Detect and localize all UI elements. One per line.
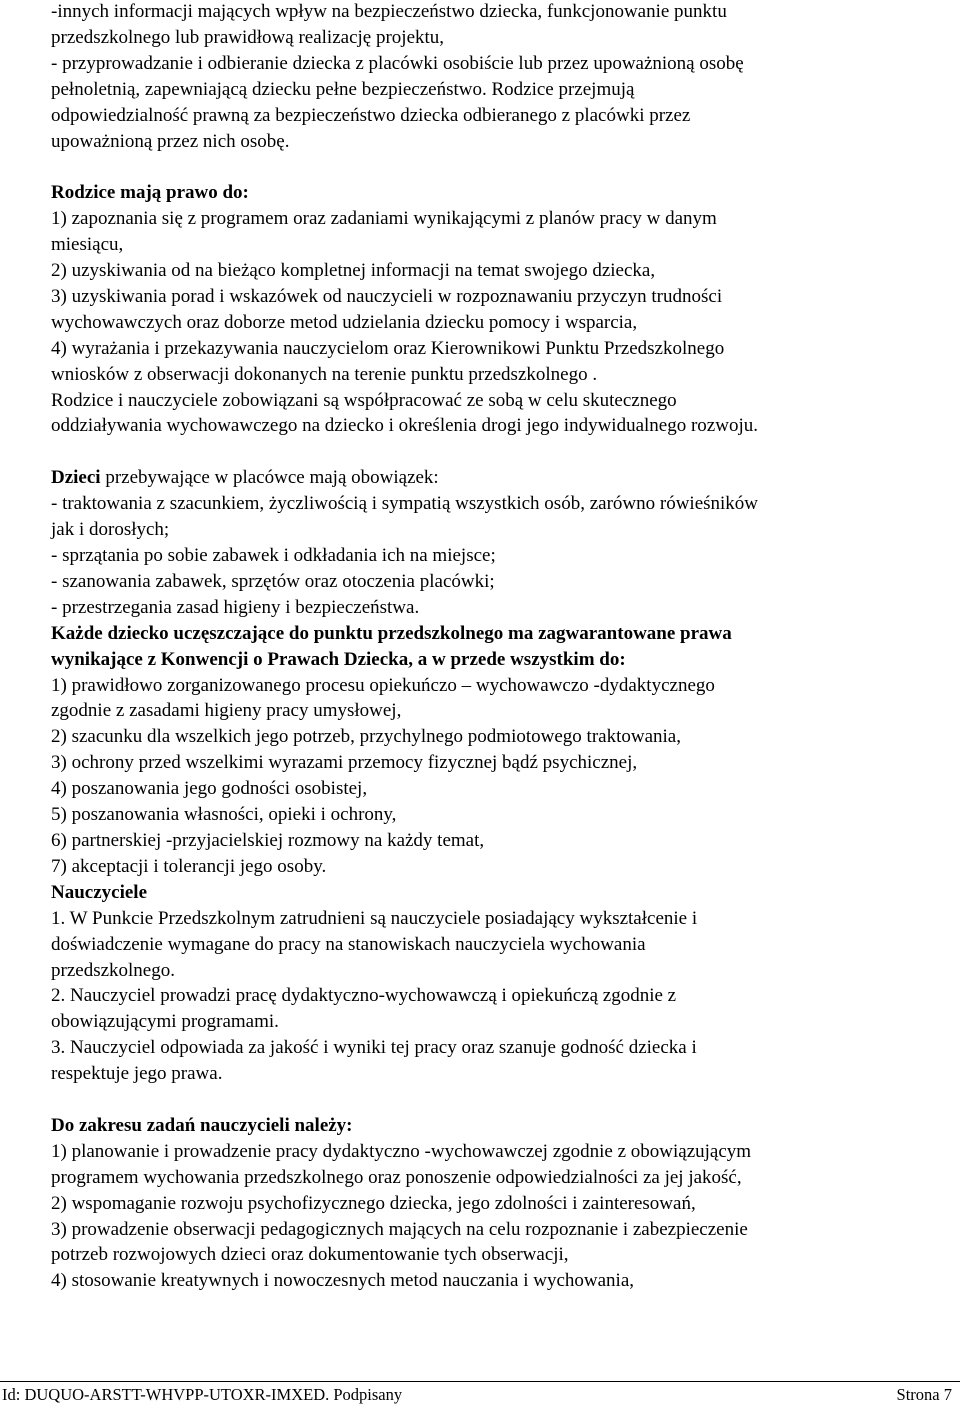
- text-line: programem wychowania przedszkolnego oraz ponoszenie odpowiedzialności za jej jakość,: [51, 1166, 742, 1188]
- text-line: - szanowania zabawek, sprzętów oraz otoczenia placówki;: [51, 570, 495, 592]
- text-line: 3) ochrony przed wszelkimi wyrazami przemocy fizycznej bądź psychicznej,: [51, 752, 638, 774]
- section-heading-children: Dzieci: [51, 467, 101, 489]
- children-duties-line: [51, 465, 951, 491]
- text-line: - traktowania z szacunkiem, życzliwością i sympatią wszystkich osób, zarówno rówieśników: [51, 493, 759, 515]
- text-line: 3) prowadzenie obserwacji pedagogicznych mających na celu rozpoznanie i zabezpieczenie: [51, 1218, 748, 1240]
- text-line: - sprzątania po sobie zabawek i odkładania ich na miejsce;: [51, 545, 496, 566]
- text-line: przedszkolnego lub prawidłową realizację projektu,: [51, 26, 445, 48]
- text-line: zgodnie z zasadami higieny pracy umysłowej,: [51, 700, 402, 722]
- section-heading-teachers: Nauczyciele: [51, 881, 148, 903]
- text-line: obowiązującymi programami.: [51, 1011, 279, 1033]
- text-line: wychowawczych oraz doborze metod udzielania dziecku pomocy i wsparcia,: [51, 311, 638, 333]
- text-line: 5) poszanowania własności, opieki i ochrony,: [51, 804, 397, 826]
- text-line: 1. W Punkcie Przedszkolnym zatrudnieni są nauczyciele posiadający wykształcenie i: [51, 907, 698, 929]
- text-line: 3) uzyskiwania porad i wskazówek od nauczycieli w rozpoznawaniu przyczyn trudności: [51, 285, 723, 307]
- text-line: - przestrzegania zasad higieny i bezpieczeństwa.: [51, 596, 420, 618]
- text-line: miesiącu,: [51, 234, 124, 256]
- document-body: [51, 0, 951, 1294]
- text-line: 6) partnerskiej -przyjacielskiej rozmowy na każdy temat,: [51, 829, 485, 851]
- section-heading-child-rights: Każde dziecko uczęszczające do punktu przedszkolnego ma zagwarantowane prawa: [51, 622, 732, 644]
- text-fragment: przebywające w placówce mają obowiązek:: [100, 467, 439, 489]
- section-heading-teacher-tasks: Do zakresu zadań nauczycieli należy:: [51, 1114, 353, 1136]
- text-line: 1) prawidłowo zorganizowanego procesu opiekuńczo – wychowawczo -dydaktycznego: [51, 674, 715, 696]
- text-line: - przyprowadzanie i odbieranie dziecka z placówki osobiście lub przez upoważnioną osobę: [51, 52, 744, 74]
- text-line: 7) akceptacji i tolerancji jego osoby.: [51, 855, 327, 877]
- text-line: 2) uzyskiwania od na bieżąco kompletnej informacji na temat swojego dziecka,: [51, 260, 656, 282]
- text-line: doświadczenie wymagane do pracy na stanowiskach nauczyciela wychowania: [51, 933, 646, 955]
- text-line: Rodzice i nauczyciele zobowiązani są współpracować ze sobą w celu skutecznego: [51, 389, 677, 411]
- text-line: 2) szacunku dla wszelkich jego potrzeb, przychylnego podmiotowego traktowania,: [51, 726, 681, 748]
- text-line: wniosków z obserwacji dokonanych na terenie punktu przedszkolnego .: [51, 363, 598, 385]
- paragraph-gap: [51, 154, 951, 180]
- text-line: oddziaływania wychowawczego na dziecko i określenia drogi jego indywidualnego rozwoju.: [51, 415, 758, 437]
- footer-divider: [0, 1381, 960, 1382]
- text-line: 3. Nauczyciel odpowiada za jakość i wyniki tej pracy oraz szanuje godność dziecka i: [51, 1037, 697, 1059]
- text-line: -innych informacji mających wpływ na bezpieczeństwo dziecka, funkcjonowanie punktu: [51, 1, 727, 22]
- text-line: odpowiedzialność prawną za bezpieczeństwo dziecka odbieranego z placówki przez: [51, 104, 691, 126]
- text-line: upoważnioną przez nich osobę.: [51, 130, 290, 152]
- text-line: jak i dorosłych;: [51, 519, 170, 541]
- footer-document-id: Id: DUQUO-ARSTT-WHVPP-UTOXR-IMXED. Podpisany: [2, 1385, 403, 1404]
- section-heading-parents-rights: Rodzice mają prawo do:: [51, 182, 249, 204]
- text-line: potrzeb rozwojowych dzieci oraz dokumentowanie tych obserwacji,: [51, 1244, 569, 1266]
- text-line: 2) wspomaganie rozwoju psychofizycznego dziecka, jego zdolności i zainteresowań,: [51, 1192, 696, 1214]
- text-line: 1) zapoznania się z programem oraz zadaniami wynikającymi z planów pracy w danym: [51, 208, 717, 230]
- paragraph-gap: [51, 439, 951, 465]
- text-line: 2. Nauczyciel prowadzi pracę dydaktyczno-wychowawczą i opiekuńczą zgodnie z: [51, 985, 677, 1007]
- text-line: respektuje jego prawa.: [51, 1063, 223, 1085]
- text-line: 4) wyrażania i przekazywania nauczycielom oraz Kierownikowi Punktu Przedszkolnego: [51, 337, 725, 359]
- text-line: 1) planowanie i prowadzenie pracy dydaktyczno -wychowawczej zgodnie z obowiązującym: [51, 1140, 752, 1162]
- text-line: pełnoletnią, zapewniającą dziecku pełne bezpieczeństwo. Rodzice przejmują: [51, 78, 635, 100]
- paragraph-gap: [51, 1087, 951, 1113]
- text-line: przedszkolnego.: [51, 959, 175, 981]
- section-heading-child-rights-cont: wynikające z Konwencji o Prawach Dziecka, a w przede wszystkim do:: [51, 648, 626, 670]
- text-line: 4) stosowanie kreatywnych i nowoczesnych metod nauczania i wychowania,: [51, 1270, 634, 1292]
- text-line: 4) poszanowania jego godności osobistej,: [51, 778, 368, 800]
- footer-page-number: Strona 7: [896, 1385, 952, 1404]
